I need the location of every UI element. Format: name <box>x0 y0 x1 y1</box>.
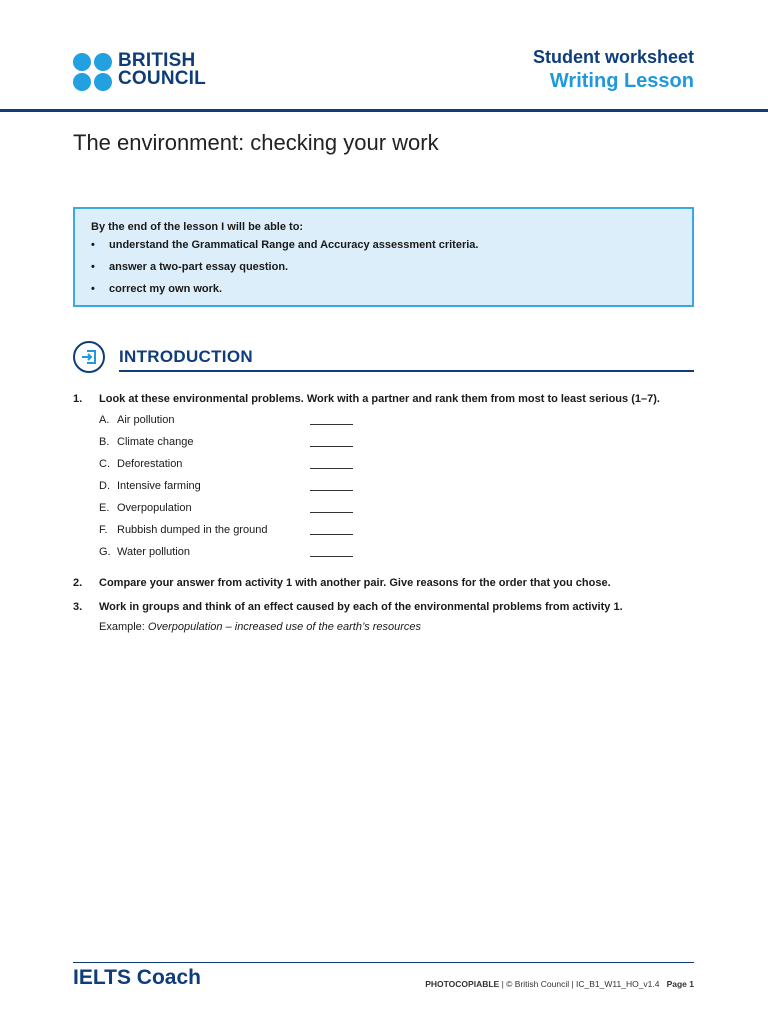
objective-item: • correct my own work. <box>91 281 676 297</box>
option-label: Intensive farming <box>117 480 201 492</box>
objectives-list <box>91 237 676 297</box>
section-title: INTRODUCTION <box>119 347 253 366</box>
answer-blank[interactable] <box>310 556 353 557</box>
header-divider <box>0 109 768 112</box>
ranking-option <box>99 434 694 456</box>
option-label: Air pollution <box>117 414 175 426</box>
objective-item: • answer a two-part essay question. <box>91 259 676 275</box>
option-letter: B. <box>99 436 110 448</box>
footer-divider <box>73 962 694 963</box>
answer-blank[interactable] <box>310 468 353 469</box>
ranking-option <box>99 478 694 500</box>
activities-list <box>73 392 694 644</box>
objective-item: • understand the Grammatical Range and Accuracy assessment criteria. <box>91 237 676 253</box>
option-label: Overpopulation <box>117 502 192 514</box>
page-title: The environment: checking your work <box>73 130 439 155</box>
photocopiable-label: PHOTOCOPIABLE <box>425 979 500 989</box>
section-divider <box>119 370 694 372</box>
option-label: Climate change <box>117 436 194 448</box>
example-label: Example: <box>99 621 145 633</box>
page-header <box>0 0 768 112</box>
answer-blank[interactable] <box>310 490 353 491</box>
logo-line-2: COUNCIL <box>118 68 206 89</box>
answer-blank[interactable] <box>310 424 353 425</box>
ranking-option <box>99 412 694 434</box>
logo-dots-icon <box>73 51 113 91</box>
option-letter: A. <box>99 414 110 426</box>
activity-instruction: Work in groups and think of an effect caused by each of the environmental problems from activity 1. <box>99 601 623 613</box>
option-letter: F. <box>99 524 108 536</box>
activity-number: 3. <box>73 601 83 613</box>
option-letter: G. <box>99 546 111 558</box>
footer-brand: IELTS Coach <box>73 966 201 989</box>
page-number: Page 1 <box>666 979 694 989</box>
footer-copyright: | © British Council | IC_B1_W11_HO_v1.4 <box>499 979 660 989</box>
objectives-intro: By the end of the lesson I will be able to: <box>91 221 304 233</box>
example-line <box>99 620 694 634</box>
worksheet-title: Writing Lesson <box>549 70 694 92</box>
option-label: Water pollution <box>117 546 190 558</box>
arrow-into-box-icon <box>73 341 105 373</box>
option-label: Deforestation <box>117 458 183 470</box>
section-header-introduction <box>73 341 694 373</box>
answer-blank[interactable] <box>310 534 353 535</box>
ranking-option <box>99 544 694 566</box>
ranking-option <box>99 500 694 522</box>
ranking-option <box>99 522 694 544</box>
activity-instruction: Look at these environmental problems. Work with a partner and rank them from most to least serious (1–7). <box>99 393 660 405</box>
activity-number: 1. <box>73 393 83 405</box>
worksheet-subtitle: Student worksheet <box>532 47 694 67</box>
option-letter: E. <box>99 502 110 514</box>
british-council-logo <box>73 51 233 91</box>
logo-line-1: BRITISH <box>118 50 196 71</box>
activity-instruction: Compare your answer from activity 1 with another pair. Give reasons for the order that you chose. <box>99 577 611 589</box>
activity-1 <box>73 392 694 566</box>
ranking-option <box>99 456 694 478</box>
answer-blank[interactable] <box>310 446 353 447</box>
option-letter: D. <box>99 480 110 492</box>
option-label: Rubbish dumped in the ground <box>117 524 268 536</box>
header-titles <box>533 46 694 94</box>
footer-meta <box>425 979 694 989</box>
ranking-options <box>99 412 694 566</box>
logo-wordmark <box>118 52 206 88</box>
option-letter: C. <box>99 458 110 470</box>
example-text: Overpopulation – increased use of the earth’s resources <box>147 621 422 633</box>
answer-blank[interactable] <box>310 512 353 513</box>
learning-objectives-box <box>73 207 694 307</box>
activity-3 <box>73 600 694 634</box>
activity-2 <box>73 576 694 590</box>
activity-number: 2. <box>73 577 83 589</box>
